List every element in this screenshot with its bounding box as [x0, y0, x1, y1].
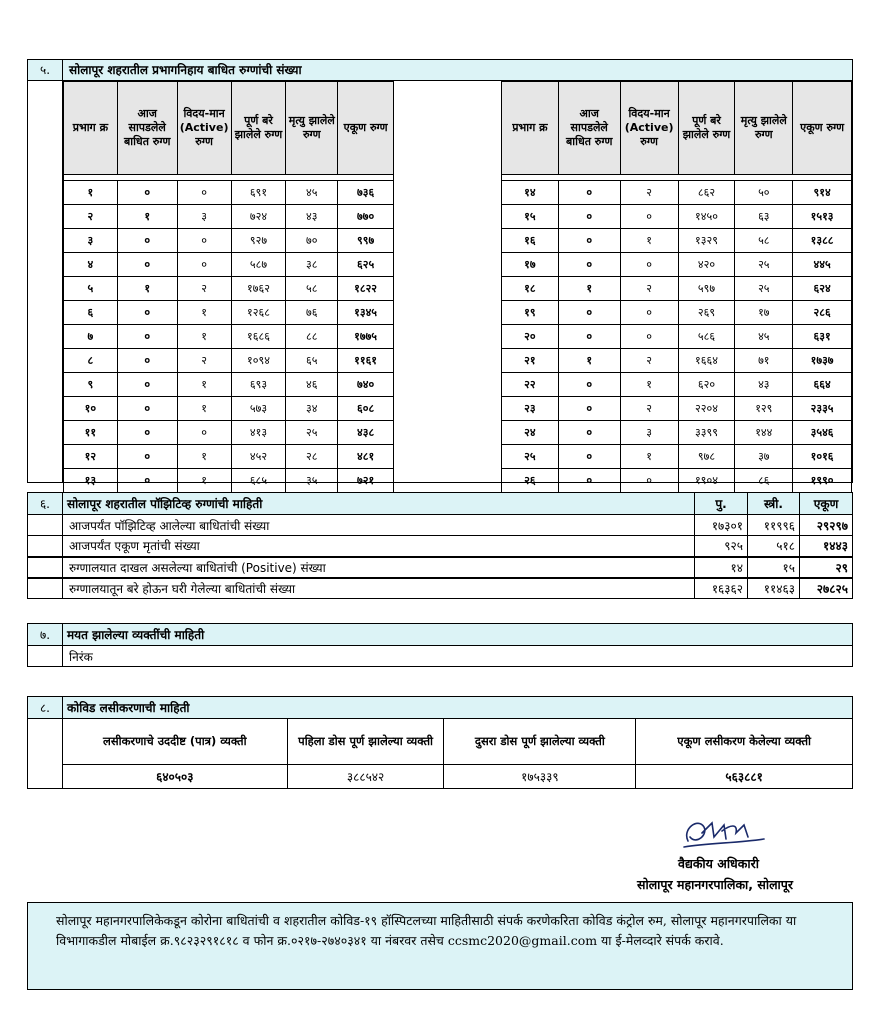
cell-found-today: ०: [558, 325, 620, 349]
table-row: [502, 421, 852, 445]
cell-total: १८२२: [338, 277, 394, 301]
section-6-body: [28, 515, 853, 599]
cell-deaths: ६५: [286, 349, 338, 373]
cell-active: २: [620, 349, 678, 373]
cell-active: १: [177, 301, 231, 325]
cell-recovered: ९२७: [231, 229, 286, 253]
cell-total: १५१३: [793, 205, 852, 229]
cell-active: १: [620, 373, 678, 397]
cell-active: ०: [177, 421, 231, 445]
row-label: रुग्णालयात दाखल असलेल्या बाधितांची (Positive) संख्या: [62, 557, 694, 578]
cell-recovered: २२०४: [678, 397, 735, 421]
cell-total: ६२४: [793, 277, 852, 301]
table-row: [28, 578, 853, 599]
cell-ward-number: १६: [502, 229, 559, 253]
ward-table-left-body: [64, 175, 394, 493]
cell-ward-number: २२: [502, 373, 559, 397]
cell-deaths: १४४: [735, 421, 793, 445]
cell-recovered: १६८६: [231, 325, 286, 349]
ward-table-right: [501, 81, 852, 493]
cell-active: १: [620, 229, 678, 253]
deaths-info-value: निरंक: [62, 646, 852, 667]
table-row: [502, 301, 852, 325]
row-gutter: [28, 578, 63, 599]
col-recovered: पूर्ण बरे झालेले रुग्ण: [231, 82, 286, 175]
cell-deaths: २८: [286, 445, 338, 469]
cell-ward-number: १५: [502, 205, 559, 229]
cell-active: २: [620, 397, 678, 421]
table-row: [502, 181, 852, 205]
table-row: [64, 469, 394, 493]
cell-total: २३३५: [793, 397, 852, 421]
col-found-today: आज सापडलेले बाधित रुग्ण: [117, 82, 177, 175]
cell-ward-number: १२: [64, 445, 118, 469]
table-row: [28, 515, 853, 536]
cell-deaths: ८८: [286, 325, 338, 349]
cell-total: १०१६: [793, 445, 852, 469]
cell-recovered: ६२०: [678, 373, 735, 397]
cell-active: ०: [620, 253, 678, 277]
cell-ward-number: ९: [64, 373, 118, 397]
section-8-gutter: [28, 719, 63, 789]
cell-found-today: ०: [558, 301, 620, 325]
cell-total: ९१४: [793, 181, 852, 205]
section-5-number: ५.: [28, 60, 63, 80]
cell-total: ६३१: [793, 325, 852, 349]
value-target-persons: ६४०५०३: [62, 765, 287, 789]
cell-ward-number: ८: [64, 349, 118, 373]
cell-deaths: ७१: [735, 349, 793, 373]
cell-found-today: ०: [558, 205, 620, 229]
table-row: [64, 445, 394, 469]
cell-active: १: [177, 373, 231, 397]
ward-table-left: [63, 81, 394, 493]
cell-deaths: ३८: [286, 253, 338, 277]
cell-ward-number: २६: [502, 469, 559, 493]
cell-ward-number: १: [64, 181, 118, 205]
signature-organization: सोलापूर महानगरपालिका, सोलापूर: [637, 877, 794, 892]
cell-ward-number: ४: [64, 253, 118, 277]
cell-total: २७८२५: [799, 578, 852, 599]
cell-active: ३: [177, 205, 231, 229]
cell-deaths: ५८: [286, 277, 338, 301]
cell-total: १३४५: [338, 301, 394, 325]
cell-recovered: ५७३: [231, 397, 286, 421]
cell-active: ०: [177, 229, 231, 253]
section-8-number: ८.: [28, 697, 63, 719]
signature-image: [678, 813, 768, 853]
cell-ward-number: १८: [502, 277, 559, 301]
cell-recovered: १६६४: [678, 349, 735, 373]
table-row: [502, 445, 852, 469]
cell-deaths: ५०: [735, 181, 793, 205]
table-row: [64, 253, 394, 277]
table-row: [502, 253, 852, 277]
cell-total: २८६: [793, 301, 852, 325]
cell-recovered: ६९१: [231, 181, 286, 205]
cell-female: ११४६३: [748, 578, 800, 599]
section-6: [27, 492, 853, 599]
section-7-title: मयत झालेल्या व्यक्तींची माहिती: [62, 624, 852, 646]
col-recovered: पूर्ण बरे झालेले रुग्ण: [678, 82, 735, 175]
cell-deaths: ३४: [286, 397, 338, 421]
cell-found-today: ०: [117, 253, 177, 277]
cell-deaths: ४३: [735, 373, 793, 397]
cell-total: ७३६: [338, 181, 394, 205]
cell-total: ७४०: [338, 373, 394, 397]
cell-total: ७२१: [338, 469, 394, 493]
cell-active: २: [620, 277, 678, 301]
cell-ward-number: ७: [64, 325, 118, 349]
cell-active: ०: [620, 325, 678, 349]
cell-deaths: २५: [735, 277, 793, 301]
cell-male: १६३६२: [695, 578, 748, 599]
cell-found-today: ०: [558, 469, 620, 493]
row-gutter: [28, 536, 63, 557]
value-second-dose: १७५३३९: [444, 765, 636, 789]
cell-total: १९९०: [793, 469, 852, 493]
cell-found-today: ०: [558, 181, 620, 205]
cell-active: ०: [620, 469, 678, 493]
cell-recovered: ५८७: [231, 253, 286, 277]
cell-found-today: ०: [117, 373, 177, 397]
cell-female: १५: [748, 557, 800, 578]
cell-found-today: १: [117, 205, 177, 229]
cell-total: १३८८: [793, 229, 852, 253]
cell-recovered: ५८६: [678, 325, 735, 349]
cell-found-today: ०: [558, 229, 620, 253]
cell-ward-number: १३: [64, 469, 118, 493]
cell-ward-number: ३: [64, 229, 118, 253]
value-first-dose: ३८८५४२: [287, 765, 444, 789]
section-8: [27, 696, 853, 789]
cell-recovered: ८६२: [678, 181, 735, 205]
section-7-gutter: [28, 646, 63, 667]
cell-deaths: ८६: [735, 469, 793, 493]
ward-table-right-body: [502, 175, 852, 493]
cell-found-today: ०: [117, 445, 177, 469]
cell-ward-number: ६: [64, 301, 118, 325]
section-7-number: ७.: [28, 624, 63, 646]
cell-ward-number: २०: [502, 325, 559, 349]
cell-ward-number: २३: [502, 397, 559, 421]
cell-recovered: ४५२: [231, 445, 286, 469]
cell-active: १: [177, 469, 231, 493]
cell-found-today: ०: [558, 445, 620, 469]
section-6-title: सोलापूर शहरातील पॉझिटिव्ह रुग्णांची माहिती: [62, 493, 694, 515]
cell-active: १: [177, 397, 231, 421]
cell-recovered: १३२९: [678, 229, 735, 253]
col-total-vaccinated: एकूण लसीकरण केलेल्या व्यक्ती: [636, 719, 853, 765]
cell-deaths: ३७: [735, 445, 793, 469]
cell-found-today: ०: [117, 397, 177, 421]
cell-deaths: १२९: [735, 397, 793, 421]
cell-deaths: ७६: [286, 301, 338, 325]
cell-deaths: ४६: [286, 373, 338, 397]
cell-found-today: ०: [117, 325, 177, 349]
cell-recovered: २६९: [678, 301, 735, 325]
cell-total: ४३८: [338, 421, 394, 445]
cell-active: ३: [620, 421, 678, 445]
cell-total: ४८१: [338, 445, 394, 469]
cell-active: १: [177, 325, 231, 349]
cell-deaths: ५८: [735, 229, 793, 253]
row-label: आजपर्यंत पॉझिटिव्ह आलेल्या बाधितांची संख्या: [62, 515, 694, 536]
cell-active: ०: [177, 253, 231, 277]
col-first-dose: पहिला डोस पूर्ण झालेल्या व्यक्ती: [287, 719, 444, 765]
cell-total: ९९७: [338, 229, 394, 253]
cell-deaths: ७०: [286, 229, 338, 253]
table-row: [502, 373, 852, 397]
cell-found-today: ०: [117, 421, 177, 445]
cell-deaths: २५: [286, 421, 338, 445]
table-row: [64, 373, 394, 397]
cell-found-today: ०: [117, 301, 177, 325]
cell-ward-number: १४: [502, 181, 559, 205]
table-row: [64, 277, 394, 301]
cell-found-today: १: [558, 349, 620, 373]
table-row: [64, 181, 394, 205]
cell-male: १४: [695, 557, 748, 578]
cell-active: १: [177, 445, 231, 469]
table-row: [502, 349, 852, 373]
section-5: [27, 59, 853, 487]
cell-recovered: ४१३: [231, 421, 286, 445]
cell-ward-number: १९: [502, 301, 559, 325]
cell-ward-number: २: [64, 205, 118, 229]
cell-deaths: ४५: [286, 181, 338, 205]
row-gutter: [28, 515, 63, 536]
cell-total: ३५४६: [793, 421, 852, 445]
cell-active: ०: [620, 205, 678, 229]
cell-recovered: ९७८: [678, 445, 735, 469]
cell-found-today: ०: [117, 349, 177, 373]
cell-total: २९: [799, 557, 852, 578]
cell-found-today: ०: [558, 421, 620, 445]
col-total: एकूण रुग्ण: [338, 82, 394, 175]
col-target-persons: लसीकरणाचे उददीष्ट (पात्र) व्यक्ती: [62, 719, 287, 765]
cell-recovered: ३३९९: [678, 421, 735, 445]
cell-found-today: ०: [558, 397, 620, 421]
cell-total: ४४५: [793, 253, 852, 277]
cell-male: १७३०१: [695, 515, 748, 536]
cell-deaths: ४३: [286, 205, 338, 229]
cell-total: ११६१: [338, 349, 394, 373]
cell-recovered: ६८५: [231, 469, 286, 493]
table-row: [28, 536, 853, 557]
cell-recovered: १७६२: [231, 277, 286, 301]
cell-active: १: [620, 445, 678, 469]
cell-recovered: ५९७: [678, 277, 735, 301]
col-total: एकूण रुग्ण: [793, 82, 852, 175]
value-total-vaccinated: ५६३८८१: [636, 765, 853, 789]
cell-found-today: १: [117, 277, 177, 301]
table-row: [64, 349, 394, 373]
col-deaths: मृत्यु झालेले रुग्ण: [286, 82, 338, 175]
cell-total: ६६४: [793, 373, 852, 397]
cell-recovered: ४२०: [678, 253, 735, 277]
table-row: [64, 229, 394, 253]
cell-total: ७७०: [338, 205, 394, 229]
cell-ward-number: २५: [502, 445, 559, 469]
col-active: विदय-मान (Active) रुग्ण: [620, 82, 678, 175]
col-deaths: मृत्यु झालेले रुग्ण: [735, 82, 793, 175]
cell-female: ५१८: [748, 536, 800, 557]
table-row: [502, 277, 852, 301]
cell-found-today: ०: [558, 373, 620, 397]
row-label: रुग्णालयातून बरे होऊन घरी गेलेल्या बाधितांची संख्या: [62, 578, 694, 599]
table-row: [64, 205, 394, 229]
col-ward-number: प्रभाग क्र: [64, 82, 118, 175]
cell-found-today: ०: [558, 253, 620, 277]
table-row: [502, 229, 852, 253]
cell-total: ६०८: [338, 397, 394, 421]
section-5-title: सोलापूर शहरातील प्रभागनिहाय बाधित रुग्णांची संख्या: [69, 63, 302, 77]
cell-total: ६२५: [338, 253, 394, 277]
cell-active: २: [177, 349, 231, 373]
col-second-dose: दुसरा डोस पूर्ण झालेल्या व्यक्ती: [444, 719, 636, 765]
col-female: स्त्री.: [748, 493, 800, 515]
cell-recovered: १२६८: [231, 301, 286, 325]
cell-ward-number: २१: [502, 349, 559, 373]
table-row: [502, 325, 852, 349]
cell-recovered: ७२४: [231, 205, 286, 229]
cell-female: ११९९६: [748, 515, 800, 536]
cell-active: २: [177, 277, 231, 301]
table-row: [502, 205, 852, 229]
cell-ward-number: ११: [64, 421, 118, 445]
cell-recovered: १९०४: [678, 469, 735, 493]
cell-recovered: ६९३: [231, 373, 286, 397]
cell-ward-number: १०: [64, 397, 118, 421]
table-row: [64, 421, 394, 445]
section-8-title: कोविड लसीकरणाची माहिती: [62, 697, 852, 719]
cell-ward-number: २४: [502, 421, 559, 445]
col-total: एकूण: [799, 493, 852, 515]
cell-recovered: १०९४: [231, 349, 286, 373]
cell-deaths: १७: [735, 301, 793, 325]
cell-deaths: ६३: [735, 205, 793, 229]
table-row: [502, 397, 852, 421]
cell-male: ९२५: [695, 536, 748, 557]
cell-active: ०: [620, 301, 678, 325]
cell-deaths: ३५: [286, 469, 338, 493]
col-ward-number: प्रभाग क्र: [502, 82, 559, 175]
cell-found-today: ०: [117, 181, 177, 205]
table-row: [64, 397, 394, 421]
col-male: पु.: [695, 493, 748, 515]
table-row: [64, 301, 394, 325]
section-5-header: [28, 60, 852, 81]
row-label: आजपर्यंत एकूण मृतांची संख्या: [62, 536, 694, 557]
cell-total: १७७५: [338, 325, 394, 349]
cell-deaths: २५: [735, 253, 793, 277]
cell-total: १४४३: [799, 536, 852, 557]
cell-recovered: १४५०: [678, 205, 735, 229]
table-row: [64, 325, 394, 349]
cell-found-today: ०: [117, 229, 177, 253]
row-gutter: [28, 557, 63, 578]
section-5-left-gutter: [28, 81, 63, 482]
cell-found-today: १: [558, 277, 620, 301]
table-row: [28, 557, 853, 578]
table-row: [502, 469, 852, 493]
contact-note: सोलापूर महानगरपालिकेकडून कोरोना बाधितांची व शहरातील कोविड-१९ हॉस्पिटलच्या माहितीसाठी संपर्क करणेकरिता कोविड कंट्रोल रुम, सोलापूर महानगरपालिका या विभागाकडील मोबाईल क्र.९८२३२९१८१८ व फोन क्र.०२१७-२७४०३४१ या नंबरवर तसेच ccsmc2020@gmail.com या ई-मेलव्दारे संपर्क करावे.: [27, 902, 853, 990]
cell-total: २९२९७: [799, 515, 852, 536]
cell-active: २: [620, 181, 678, 205]
col-active: विदय-मान (Active) रुग्ण: [177, 82, 231, 175]
cell-found-today: ०: [117, 469, 177, 493]
section-6-number: ६.: [28, 493, 63, 515]
cell-total: १७३७: [793, 349, 852, 373]
col-found-today: आज सापडलेले बाधित रुग्ण: [558, 82, 620, 175]
section-7: [27, 623, 853, 667]
signature-designation: वैद्यकीय अधिकारी: [678, 856, 759, 871]
cell-active: ०: [177, 181, 231, 205]
cell-deaths: ४५: [735, 325, 793, 349]
cell-ward-number: १७: [502, 253, 559, 277]
cell-ward-number: ५: [64, 277, 118, 301]
